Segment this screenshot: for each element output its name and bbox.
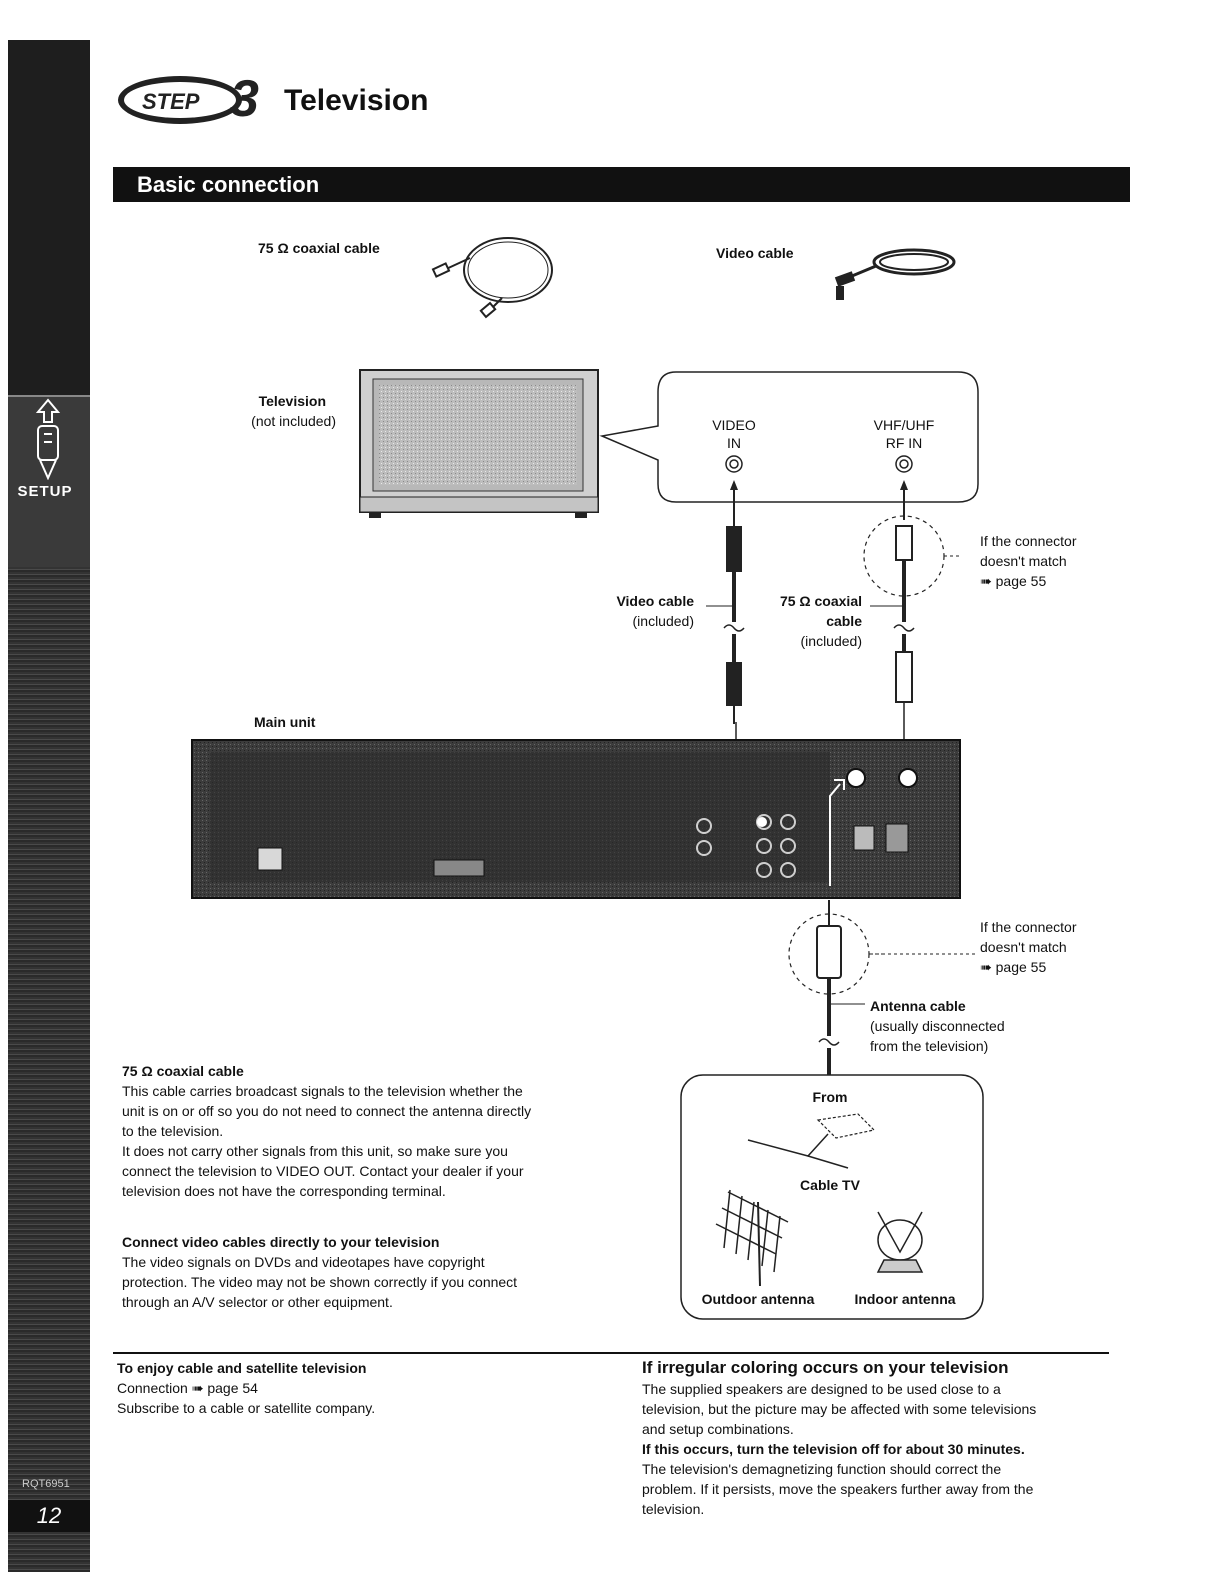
step-number: 3 [230, 70, 259, 128]
connector-note-top-line1: If the connector [980, 533, 1077, 549]
coax-cable-label-line1: 75 Ω coaxial [779, 593, 862, 609]
antenna-source-box [678, 1072, 986, 1324]
page-number: 12 [8, 1500, 90, 1532]
cable-satellite-title: To enjoy cable and satellite television [117, 1360, 367, 1376]
connector-note-bottom-line2: doesn't match [980, 939, 1067, 955]
irregular-coloring-line: television. [642, 1501, 705, 1517]
connector-note-bottom-leader [870, 950, 980, 960]
connector-note-bottom-line3: ➠ page 55 [980, 959, 1047, 975]
vhf-uhf-label-line1: VHF/UHF [873, 417, 935, 433]
coax-cable-label-line2: cable [826, 613, 862, 629]
vhf-uhf-label-line2: RF IN [885, 435, 923, 451]
video-in-label-line1: VIDEO [712, 417, 756, 433]
irregular-coloring-bold-line: If this occurs, turn the television off for about 30 minutes. [642, 1441, 1025, 1457]
coax-note-block [122, 1061, 622, 1201]
antenna-cable-note-line2: from the television) [870, 1038, 989, 1054]
direct-connect-line: through an A/V selector or other equipment. [122, 1294, 393, 1310]
plug-icon [30, 398, 66, 480]
video-in-label-line2: IN [727, 435, 741, 451]
cable-satellite-line: Connection ➠ page 54 [117, 1380, 258, 1396]
connector-note-bottom-line1: If the connector [980, 919, 1077, 935]
coax-note-line: connect the television to VIDEO OUT. Contact your dealer if your [122, 1163, 524, 1179]
accessory-coax-label: 75 Ω coaxial cable [258, 240, 380, 256]
cable-satellite-block [117, 1358, 597, 1418]
video-cable-label: Video cable [616, 593, 694, 609]
irregular-coloring-line: problem. If it persists, move the speakers further away from the [642, 1481, 1034, 1497]
model-code: RQT6951 [22, 1478, 70, 1490]
accessory-video-label: Video cable [716, 245, 794, 261]
television-illustration [355, 365, 605, 525]
tv-label: Television [258, 393, 326, 409]
antenna-cable-label: Antenna cable [870, 998, 966, 1014]
coax-note-line: It does not carry other signals from this unit, so make sure you [122, 1143, 508, 1159]
main-unit-label: Main unit [254, 714, 316, 730]
coax-note-line: to the television. [122, 1123, 224, 1139]
section-title: Basic connection [137, 172, 320, 197]
coax-note-title: 75 Ω coaxial cable [122, 1063, 244, 1079]
irregular-coloring-block [642, 1357, 1112, 1519]
step-badge [112, 62, 272, 128]
page-title: Television [284, 84, 429, 117]
irregular-coloring-line: The supplied speakers are designed to be used close to a [642, 1381, 1001, 1397]
section-bar [113, 167, 1130, 202]
connector-note-top-line3: ➠ page 55 [980, 573, 1047, 589]
video-cable-note: (included) [632, 613, 694, 629]
irregular-coloring-line: The television's demagnetizing function should correct the [642, 1461, 1002, 1477]
coax-cable-note: (included) [800, 633, 862, 649]
direct-connect-line: The video signals on DVDs and videotapes have copyright [122, 1254, 485, 1270]
direct-connect-line: protection. The video may not be shown correctly if you connect [122, 1274, 518, 1290]
main-unit-illustration [190, 736, 962, 902]
sidebar-tab-label: SETUP [17, 483, 73, 500]
direct-connect-note-block [122, 1232, 622, 1312]
connector-note-top-line2: doesn't match [980, 553, 1067, 569]
irregular-coloring-line: and setup combinations. [642, 1421, 794, 1437]
coaxial-cable-illustration [430, 228, 560, 320]
direct-connect-title: Connect video cables directly to your television [122, 1234, 440, 1250]
cable-satellite-line: Subscribe to a cable or satellite company. [117, 1400, 376, 1416]
bottom-divider [113, 1352, 1109, 1354]
from-label: From [812, 1089, 848, 1105]
coax-note-line: This cable carries broadcast signals to the television whether the [122, 1083, 523, 1099]
irregular-coloring-line: television, but the picture may be affected with some televisions [642, 1401, 1037, 1417]
coax-note-line: television does not have the corresponding terminal. [122, 1183, 446, 1199]
irregular-coloring-title: If irregular coloring occurs on your television [642, 1358, 1009, 1377]
indoor-antenna-label: Indoor antenna [854, 1291, 956, 1307]
outdoor-antenna-label: Outdoor antenna [701, 1291, 815, 1307]
tv-note: (not included) [251, 413, 336, 429]
video-cable-illustration [826, 240, 962, 306]
coax-note-line: unit is on or off so you do not need to connect the antenna directly [122, 1103, 532, 1119]
step-badge-text: STEP [142, 89, 200, 114]
antenna-cable-note-line1: (usually disconnected [870, 1018, 1005, 1034]
cable-tv-label: Cable TV [800, 1177, 860, 1193]
